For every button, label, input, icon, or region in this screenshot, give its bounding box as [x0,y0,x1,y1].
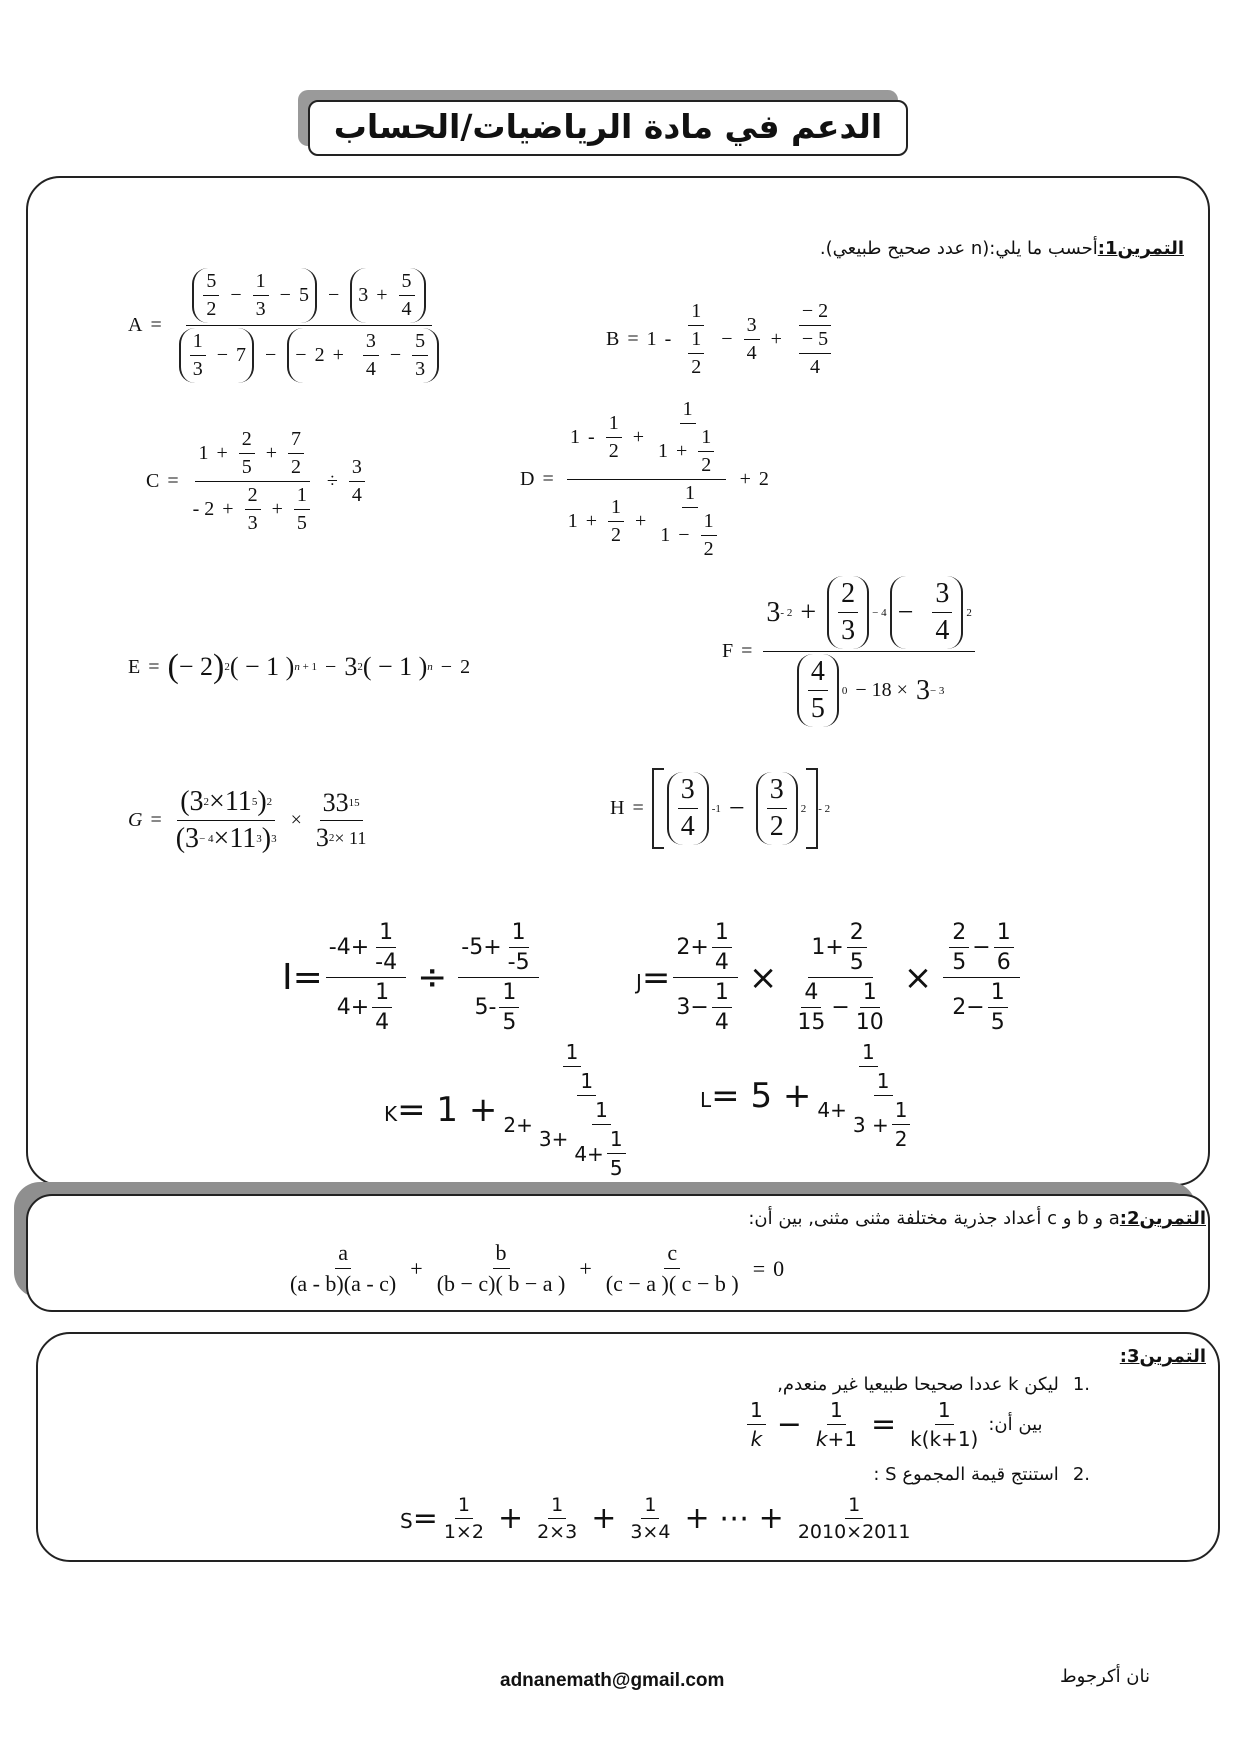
expression-b: B = 1 - $\frac{1}{\frac{1}{2}}$ − $\frac{3}{4}$ + $\frac{- 2}{\frac{- 5}{4}}$ [606,300,840,379]
exercise3-header [1120,1346,1206,1367]
exercise2-header [748,1208,1206,1229]
item1-text: ليكن k عددا صحيحا طبيعيا غير منعدم, [777,1374,1059,1395]
exercise3-identity: $\frac{1}{k}$ − 1 k +1 = $\frac{1}{k(k+1)}$ بين أن: [744,1398,1043,1451]
expression-c: C = 1 + $\frac{2}{5}$ + $\frac{7}{2}$ - 2 + $\frac{2}{3}$ + $\frac{1}{5}$ ÷ $\frac{3}{4}$ [146,428,368,535]
exercise3-item1 [777,1374,1090,1395]
expression-j: J= 2+ $\frac{1}{4}$ 3− $\frac{1}{4}$ × 1+ $\frac{2}{5}$ $\frac{4}{15}$ − $\frac{1}{10}$ × $\frac{2}{5}$ − $\frac{1}{6}$ 2− $\frac{1}{5}$ [636,920,1023,1035]
footer-author: نان أكرجوط [1060,1666,1151,1687]
item1-number: .1 [1072,1374,1090,1395]
expression-h: H = $\frac{3}{4}$ -1 − $\frac{3}{2}$ 2 - 2 [610,768,830,849]
exercise2-statement: a و b و c أعداد جذرية مختلفة مثنى مثنى, بين أن: [748,1208,1120,1229]
expression-d: D = 1 - $\frac{1}{2}$ + 1 1 + $\frac{1}{2}$ 1 + $\frac{1}{2}$ + 1 1 − $\frac{1}{2}$ + 2 [520,398,769,560]
exercise3-heading: التمرين3: [1119,1346,1206,1367]
expression-g: G = (3 2 ×11 5 ) 2 (3 − 4 ×11 3 ) 3 × 33 15 3 2 × 11 [128,786,367,854]
exercise2-heading: التمرين2: [1119,1208,1206,1229]
expression-k: K= 1 + 1 2+ 1 3+ 1 4+ $\frac{1}{5}$ [384,1040,647,1180]
exercise3-item2 [873,1464,1090,1485]
expression-l: L= 5 + 1 4+ 1 3 + $\frac{1}{2}$ [700,1040,925,1151]
sum-s: S= $\frac{1}{1\times 2}$ + $\frac{1}{2\times 3}$ + $\frac{1}{3\times 4}$ + ⋯ + $\frac{1}{2010\times 2011}$ [400,1494,911,1543]
expression-i: I= -4+ $\frac{1}{-4}$ 4+ $\frac{1}{4}$ ÷ -5+ $\frac{1}{-5}$ 5- $\frac{1}{5}$ [282,920,542,1035]
item2-number: .2 [1072,1464,1090,1485]
show-that-label: بين أن: [988,1414,1043,1435]
page-title: الدعم في مادة الرياضيات/الحساب [308,100,908,156]
exercise1-heading: التمرين1: [1097,238,1184,259]
expression-f: F = 3 - 2 + $\frac{2}{3}$ − 4 − $\frac{3}{4}$ 2 $\frac{4}{5}$ 0 − 18 × 3 − 3 [722,576,978,727]
expression-a: A = $\frac{5}{2}$ − $\frac{1}{3}$ − 5 − 3 + $\frac{5}{4}$ $\frac{1}{3}$ − 7 − − 2 + $\frac{3}{4}$ − $\frac{5}{3}$ [128,268,448,383]
exercise1-instruction: أحسب ما يلي:(n عدد صحيح طبيعي). [819,238,1098,259]
exercise1-header [820,238,1184,259]
item2-text: استنتج قيمة المجموع S : [873,1464,1059,1485]
footer-email: adnanemath@gmail.com [500,1670,725,1691]
expression-e: E = ( − 2 ) 2 ( − 1 ) n + 1 − 3 2 ( − 1 ) n − 2 [128,648,471,685]
exercise2-identity: $\frac{a}{(a - b)(a - c)}$ + $\frac{b}{(b - c)( b - a )}$ + $\frac{c}{(c - a )( c - b )}$ = 0 [290,1240,785,1296]
